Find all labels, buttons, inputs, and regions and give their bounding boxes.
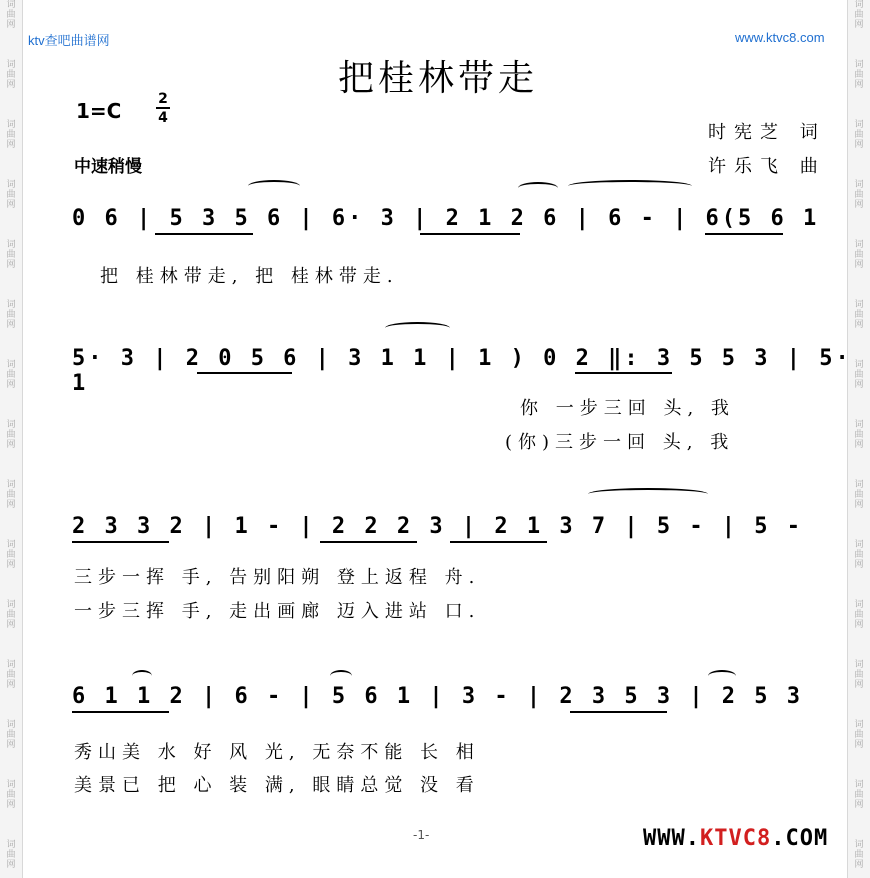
- watermark-text: 词曲网: [6, 60, 16, 90]
- slur: [330, 670, 352, 682]
- beam-underline: [575, 372, 672, 374]
- notation-row-2: 5· 3 | 2 0 5 6 | 3 1 1 | 1 ) 0 2 ‖: 3 5 5 3 | 5· 1: [72, 346, 852, 396]
- beam-underline: [72, 541, 169, 543]
- left-watermark-strip: [0, 0, 23, 878]
- watermark-text: 词曲网: [6, 240, 16, 270]
- watermark-text: 词曲网: [854, 360, 864, 390]
- watermark-text: 词曲网: [6, 540, 16, 570]
- beam-underline: [155, 233, 253, 235]
- watermark-text: 词曲网: [6, 840, 16, 870]
- notation-row-4: 6 1 1 2 | 6 - | 5 6 1 | 3 - | 2 3 5 3 | 2 5 3: [72, 684, 804, 709]
- watermark-text: 词曲网: [854, 0, 864, 30]
- notation-row-1: 0 6 | 5 3 5 6 | 6· 3 | 2 1 2 6 | 6 - | 6(5 6 1: [72, 206, 820, 231]
- slur: [708, 670, 736, 682]
- watermark-text: 词曲网: [6, 180, 16, 210]
- site-logo: WWW.KTVC8.COM: [643, 826, 829, 851]
- beam-underline: [420, 233, 520, 235]
- lyricist-credit: 时宪芝 词: [708, 122, 826, 143]
- watermark-text: 词曲网: [6, 420, 16, 450]
- watermark-text: 词曲网: [6, 0, 16, 30]
- watermark-text: 词曲网: [6, 480, 16, 510]
- watermark-text: 词曲网: [6, 300, 16, 330]
- lyric-line-4a: 秀山美 水 好 风 光, 无奈不能 长 相: [74, 742, 480, 763]
- composer-credit: 许乐飞 曲: [708, 156, 826, 177]
- beam-underline: [320, 541, 417, 543]
- lyric-line-3a: 三步一挥 手, 告别阳朔 登上返程 舟.: [74, 567, 481, 588]
- lyric-line-1: 把 桂林带走, 把 桂林带走.: [100, 266, 399, 287]
- watermark-text: 词曲网: [854, 180, 864, 210]
- time-sig-line: [156, 107, 170, 109]
- page-number: -1-: [413, 828, 430, 842]
- watermark-text: 词曲网: [854, 660, 864, 690]
- watermark-text: 词曲网: [6, 720, 16, 750]
- watermark-text: 词曲网: [854, 240, 864, 270]
- lyric-line-2a: 你 一步三回 头, 我: [520, 398, 735, 419]
- watermark-text: 词曲网: [854, 120, 864, 150]
- watermark-text: 词曲网: [854, 600, 864, 630]
- watermark-text: 词曲网: [854, 840, 864, 870]
- tempo-marking: 中速稍慢: [74, 157, 142, 177]
- lyric-line-4b: 美景已 把 心 装 满, 眼睛总觉 没 看: [74, 775, 480, 796]
- watermark-text: 词曲网: [6, 600, 16, 630]
- beam-underline: [570, 711, 667, 713]
- watermark-text: 词曲网: [854, 780, 864, 810]
- watermark-text: 词曲网: [854, 420, 864, 450]
- watermark-text: 词曲网: [6, 660, 16, 690]
- site-link-left[interactable]: ktv查吧曲谱网: [28, 33, 110, 48]
- watermark-text: 词曲网: [6, 360, 16, 390]
- slur: [568, 180, 692, 192]
- beam-underline: [197, 372, 292, 374]
- song-title: 把桂林带走: [338, 58, 539, 99]
- beam-underline: [705, 233, 783, 235]
- watermark-text: 词曲网: [854, 480, 864, 510]
- slur: [132, 670, 152, 682]
- lyric-line-2b: (你)三步一回 头, 我: [505, 432, 735, 453]
- site-link-right[interactable]: www.ktvc8.com: [735, 30, 825, 45]
- time-sig-bottom: 4: [158, 110, 168, 126]
- watermark-text: 词曲网: [854, 300, 864, 330]
- key-signature: 1=C: [76, 99, 122, 123]
- right-watermark-strip: [847, 0, 870, 878]
- watermark-text: 词曲网: [854, 60, 864, 90]
- time-sig-top: 2: [158, 91, 168, 107]
- slur: [385, 322, 450, 334]
- slur: [518, 182, 558, 194]
- watermark-text: 词曲网: [6, 780, 16, 810]
- beam-underline: [72, 711, 169, 713]
- watermark-text: 词曲网: [854, 540, 864, 570]
- slur: [588, 488, 708, 500]
- watermark-text: 词曲网: [6, 120, 16, 150]
- slur: [248, 180, 300, 192]
- notation-row-3: 2 3 3 2 | 1 - | 2 2 2 3 | 2 1 3 7 | 5 - | 5 -: [72, 514, 804, 539]
- watermark-text: 词曲网: [854, 720, 864, 750]
- beam-underline: [450, 541, 547, 543]
- lyric-line-3b: 一步三挥 手, 走出画廊 迈入进站 口.: [74, 601, 481, 622]
